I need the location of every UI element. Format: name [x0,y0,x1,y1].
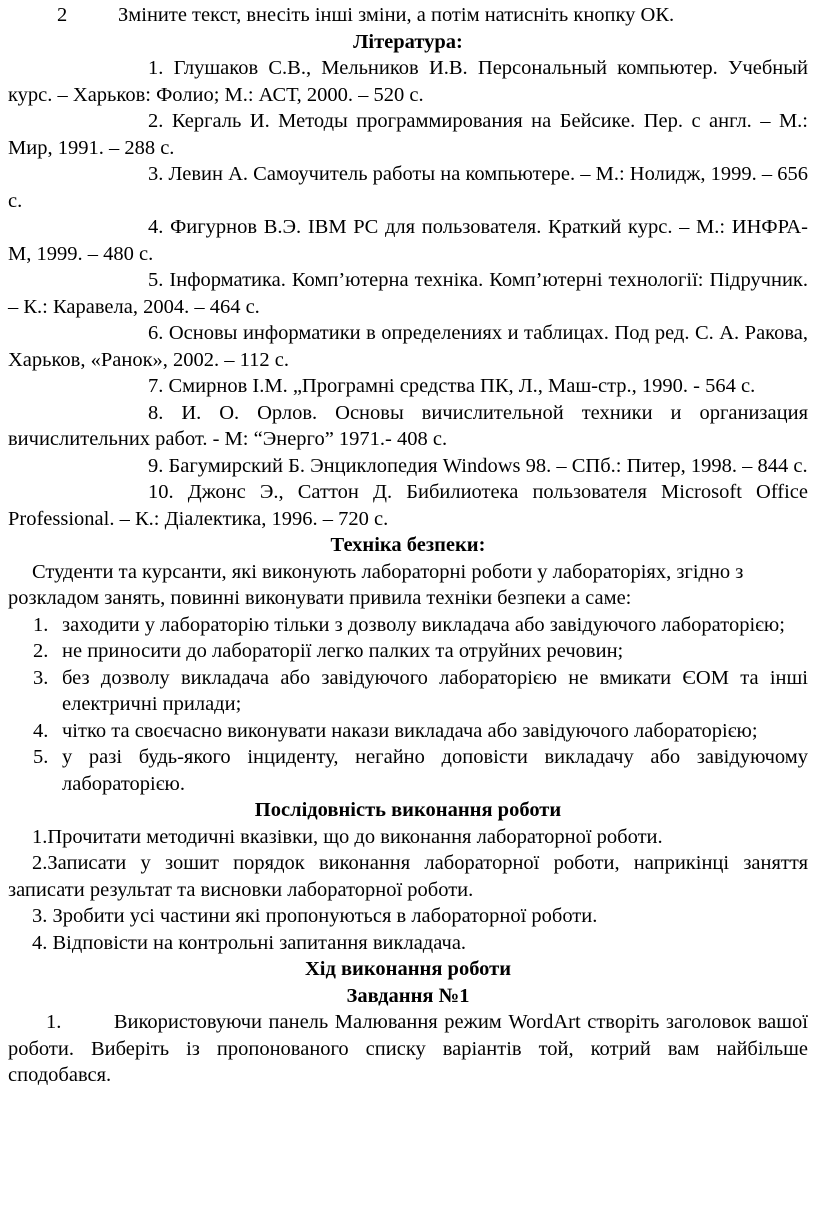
sequence-step: 3. Зробити усі частини які пропонуються в лабораторної роботи. [32,905,598,927]
safety-item: 4. чітко та своєчасно виконувати накази викладача або завідуючого лабораторією; [33,719,758,742]
progress-heading: Хід виконання роботи [304,958,512,980]
task-text-paragraph [0,1009,816,1089]
literature-item: 10. Джонс Э., Саттон Д. Бибилиотека пользователя Microsoft Office Professional. – К.: Діалектика, 1996. – 720 с. [8,481,808,530]
literature-item: 3. Левин А. Самоучитель работы на компьютере. – М.: Нолидж, 1999. – 656 с. [8,163,809,212]
literature-item: 1. Глушаков С.В., Мельников И.В. Персональный компьютер. Учебный курс. – Харьков: Фолио; М.: АСТ, 2000. – 520 с. [8,57,809,106]
safety-intro: Студенти та курсанти, які виконують лабораторні роботи у лабораторіях, згідно з розкладом занять, повинні виконувати привила техніки безпеки а саме: [8,560,744,609]
sequence-step: 2.Записати у зошит порядок виконання лабораторної роботи, наприкінці заняття записати результат та висновки лабораторної роботи. [8,852,808,901]
safety-item: 1. заходити у лабораторію тільки з дозволу викладача або завідуючого лабораторією; [33,613,785,636]
literature-items [0,108,816,532]
safety-item: 3. без дозволу викладача або завідуючого лабораторією не вмикати ЄОМ та інші електричні прилади; [33,666,808,715]
literature-item: 9. Багумирский Б. Энциклопедия Windows 98. – СПб.: Питер, 1998. – 844 с. [148,454,808,477]
literature-item: 8. И. О. Орлов. Основы вичислительной техники и организация вичислительних работ. - М: “Энерго” 1971.- 408 с. [8,401,809,450]
instruction-number: 2 [57,4,68,26]
task-heading: Завдання №1 [346,984,470,1007]
literature-item: 2. Кергаль И. Методы программирования на Бейсике. Пер. с англ. – М.: Мир, 1991. – 288 с. [8,110,808,159]
literature-item: 7. Смирнов І.М. „Програмні средства ПК, Л., Маш-стр., 1990. - 564 с. [148,375,756,397]
safety-item: 5. у разі будь-якого інциденту, негайно доповісти викладачу або завідуючому лабораторією. [33,746,808,795]
literature-item: 5. Інформатика. Комп’ютерна техніка. Комп’ютерні технології: Підручник. – К.: Каравела, 2004. – 464 с. [8,269,809,318]
safety-item: 2. не приносити до лабораторії легко палких та отруйних речовин; [33,640,624,662]
sequence-heading: Послідовність виконання роботи [254,799,562,821]
literature-item: 4. Фигурнов В.Э. IBM PC для пользователя. Краткий курс. – М.: ИНФРА-М, 1999. – 480 с. [8,216,808,265]
instruction-line [0,2,816,29]
literature-list [0,55,816,108]
instruction-text: Зміните текст, внесіть інші зміни, а потім натисніть кнопку ОК. [118,4,675,26]
sequence-steps [0,824,816,957]
literature-heading: Література: [353,30,463,53]
task-number: 1. [46,1011,62,1033]
sequence-step: 1.Прочитати методичні вказівки, що до виконання лабораторної роботи. [32,825,663,848]
sequence-step: 4. Відповісти на контрольні запитання викладача. [32,931,467,954]
safety-list [0,612,816,798]
safety-heading: Техніка безпеки: [330,534,486,556]
task-text: Використовуючи панель Малювання режим WordArt створіть заголовок вашої роботи. Виберіть із пропонованого списку варіантів той, котрий вам найбільше сподобався. [8,1011,808,1086]
literature-item: 6. Основы информатики в определениях и таблицах. Под ред. С. А. Ракова, Харьков, «Ранок», 2002. – 112 с. [8,322,808,371]
